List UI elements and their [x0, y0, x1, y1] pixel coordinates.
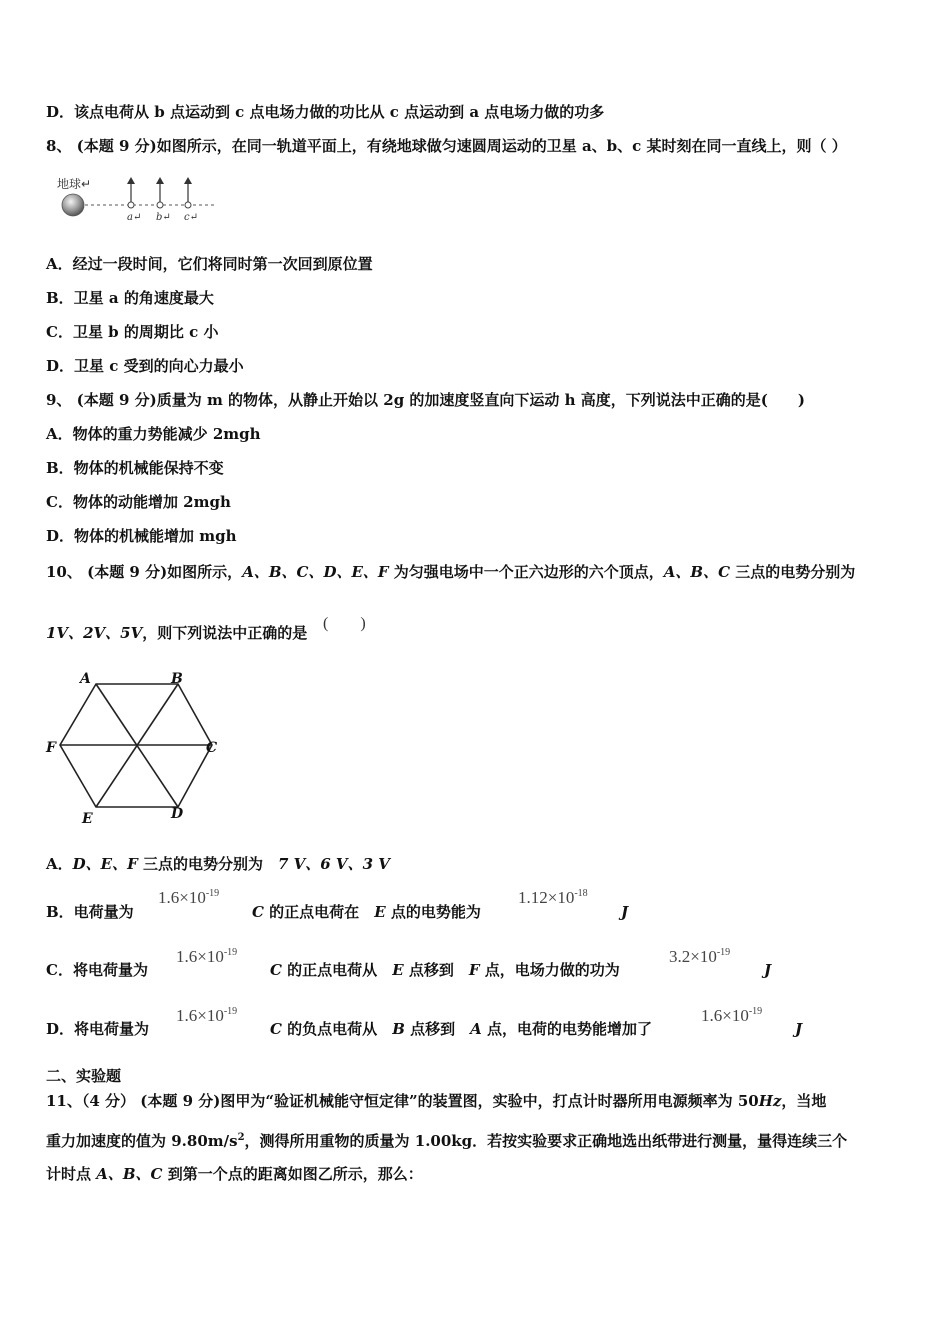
q9-option-d: D．物体的机械能增加 mgh [46, 527, 237, 545]
q10-option-c-work: $3.2\times 10^{-19}$ [669, 947, 731, 966]
earth-label: 地球↵ [57, 177, 92, 191]
q11-line3: 计时点 A、B、C 到第一个点的距离如图乙所示，那么： [46, 1165, 423, 1183]
q10-option-d-energy: $1.6\times 10^{-19}$ [701, 1006, 763, 1025]
q10-option-d-body: C 的负点电荷从 B 点移到 A 点，电荷的电势能增加了 [270, 1020, 652, 1038]
vertex-c-label: C [206, 740, 218, 756]
earth-sphere [62, 194, 84, 216]
q10-option-b-pre: B．电荷量为 [46, 903, 134, 921]
q7-option-d: D．该点电荷从 b 点运动到 c 点电场力做的功比从 c 点运动到 a 点电场力做的功多 [46, 103, 605, 121]
q10-option-c-unit: J [764, 961, 772, 979]
q8-orbit-figure [55, 174, 225, 224]
satellite-a [127, 177, 141, 223]
satellite-c [184, 177, 198, 223]
q10-option-d-charge: $1.6\times 10^{-19}$ [176, 1006, 238, 1025]
vertex-d-label: D [171, 806, 184, 822]
q10-option-c-body: C 的正点电荷从 E 点移到 F 点，电场力做的功为 [270, 961, 620, 979]
q8-option-a: A．经过一段时间，它们将同时第一次回到原位置 [46, 255, 373, 273]
q9-option-a: A．物体的重力势能减少 2mgh [46, 425, 261, 443]
q10-option-c-charge: $1.6\times 10^{-19}$ [176, 947, 238, 966]
q10-option-c-pre: C．将电荷量为 [46, 961, 148, 979]
vertex-a-label: A [80, 671, 91, 687]
satellite-c-label: c↵ [184, 212, 198, 223]
satellite-b-label: b↵ [156, 212, 171, 223]
q8-option-b: B．卫星 a 的角速度最大 [46, 289, 214, 307]
q9-stem: 9、 (本题 9 分)质量为 m 的物体，从静止开始以 2g 的加速度竖直向下运动 h 高度，下列说法中正确的是( ) [46, 391, 805, 409]
vertex-f-label: F [46, 740, 56, 756]
q10-option-d-unit: J [795, 1020, 803, 1038]
q10-option-a: A．D、E、F 三点的电势分别为 7 V、6 V、3 V [46, 855, 390, 873]
vertex-b-label: B [171, 671, 183, 687]
q9-option-c: C．物体的动能增加 2mgh [46, 493, 231, 511]
section-title-experiment: 二、实验题 [46, 1067, 122, 1085]
q10-answer-paren: ( ) [323, 615, 366, 632]
q8-stem: 8、 (本题 9 分)如图所示，在同一轨道平面上，有绕地球做匀速圆周运动的卫星 a、b、c 某时刻在同一直线上，则（ ） [46, 137, 847, 155]
q10-option-b-unit: J [621, 903, 629, 921]
q10-option-b-energy: $1.12\times 10^{-18}$ [518, 888, 588, 907]
q11-line1: 11、（4 分） (本题 9 分)图甲为“验证机械能守恒定律”的装置图，实验中，打点计时器所用电源频率为 50Hz，当地 [46, 1092, 827, 1110]
q10-stem-line1: 10、 (本题 9 分)如图所示，A、B、C、D、E、F 为匀强电场中一个正六边形的六个顶点，A、B、C 三点的电势分别为 [46, 563, 856, 581]
satellite-a-label: a↵ [127, 212, 142, 223]
vertex-e-label: E [82, 811, 93, 827]
q8-option-d: D．卫星 c 受到的向心力最小 [46, 357, 244, 375]
q11-line2: 重力加速度的值为 $9.80m/s^2$，测得所用重物的质量为 1.00kg．若按实验要求正确地选出纸带进行测量，量得连续三个 [46, 1132, 848, 1150]
q10-option-b-body: C 的正点电荷在 E 点的电势能为 [252, 903, 481, 921]
q9-option-b: B．物体的机械能保持不变 [46, 459, 224, 477]
q10-option-d-pre: D．将电荷量为 [46, 1020, 150, 1038]
satellite-b [156, 177, 171, 223]
q8-option-c: C．卫星 b 的周期比 c 小 [46, 323, 219, 341]
q10-hexagon-figure [44, 668, 224, 828]
q10-option-b-charge: $1.6\times 10^{-19}$ [158, 888, 220, 907]
q10-stem-line2: 1V、2V、5V，则下列说法中正确的是 [46, 624, 308, 642]
